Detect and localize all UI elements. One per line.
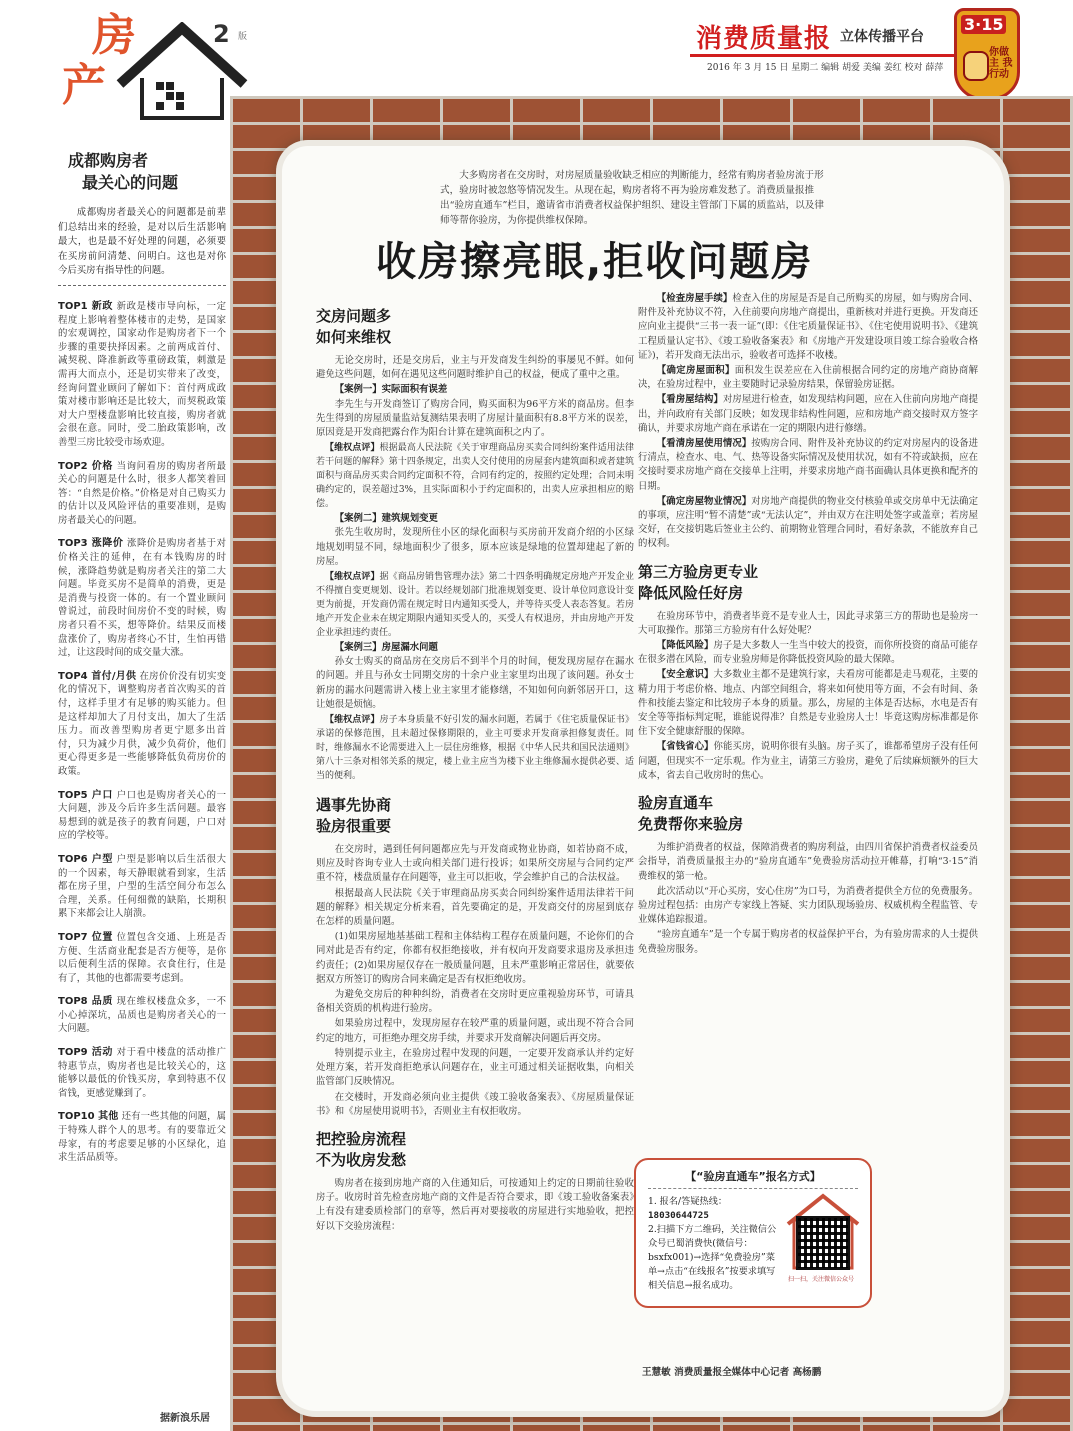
section-4-paragraph: 在验房环节中，消费者毕竟不是专业人士，因此寻求第三方的帮助也是验房一大可取操作。那第三方验房有什么好处呢？ bbox=[638, 610, 978, 636]
case-3-comment-text: 房子本身质量不好引发的漏水问题，若属于《住宅质量保证书》承诺的保修范围，且未超过保修期限的，业主可要求开发商承担修复责任。同时，维修漏水不论需要进入上一层住房维修，根据《中华人民共和国民法通则》第八十三条对相邻关系的规定，楼上业主应当为楼下业主维修漏水提供必要、适当的便利。 bbox=[316, 715, 634, 782]
benefit-point-label: 【省钱省心】 bbox=[656, 741, 714, 753]
case-3-text: 孙女士购买的商品房在交房后不到半个月的时间，便发现房屋存在漏水的问题。并且与孙女士同期交房的十余户业主家里均出现了该问题。孙女士新房的漏水问题需讲入楼上业主家里才能修缮，不知如何向新邻居开口，这让她很是烦恼。 bbox=[316, 656, 634, 710]
sidebar-intro: 成都购房者最关心的问题都是前辈们总结出来的经验，是对以后生活影响最大，也是最不好处理的问题，必须要在买房前问清楚、问明白。这也是对你今后买房有指导性的问题。 bbox=[58, 206, 226, 286]
section-5-heading-line-1: 验房直通车 bbox=[638, 794, 714, 813]
benefit-point-text: 房子是大多数人一生当中较大的投资，而你所投资的商品可能存在很多潜在风险，而专业验房师是你降低投资风险的最大保障。 bbox=[638, 640, 978, 666]
top-list-tag: TOP7 位置 bbox=[58, 931, 113, 943]
inspection-steps bbox=[638, 292, 978, 552]
section-2-heading bbox=[316, 795, 634, 837]
article-byline: 王慧敏 消费质量报全媒体中心记者 高杨鹏 bbox=[642, 1367, 822, 1378]
top-list-text: 在房价价没有切实变化的情况下，调整购房者首次购买的首付，这样手里才有足够的购买能力。但是这样却加大了月付支出，加大了生活压力。而改善型购房者更宁愿多出首付，只为减少月供，减少负荷价，他们更心得更多是一些能够降低负荷房价的政策。 bbox=[58, 670, 226, 777]
inspection-step-label: 【检查房屋手续】 bbox=[656, 293, 733, 304]
case-2-text: 张先生收房时，发现所住小区的绿化面积与买房前开发商介绍的小区绿地规划明显不同，绿地面积少了很多，原本应该是绿地的位置却建起了新的房屋。 bbox=[316, 527, 634, 567]
inspection-step bbox=[638, 437, 978, 494]
section-title-char-1: 房 bbox=[92, 10, 136, 61]
section-1-heading bbox=[316, 306, 634, 348]
header-rule bbox=[690, 54, 955, 57]
inspection-step-text: 按购房合同、附件及补充协议的约定对房屋内的设备进行清点，检查水、电、气、热等设备实际情况及使用状况，如有不符或缺损，应在交接时要求房地产商在交接单上注明，并要求房地产商书面确认具体更换和配齐的日期。 bbox=[638, 438, 978, 492]
sidebar-title bbox=[58, 150, 226, 194]
case-1-title: 【案例一】实际面积有误差 bbox=[334, 384, 448, 396]
section-1-paragraph: 无论交房时，还是交房后，业主与开发商发生纠纷的事屡见不鲜。如何避免这些问题，如何在遇见这些问题时维护自己的权益，便成了重中之重。 bbox=[316, 355, 634, 381]
badge-number: 3·15 bbox=[961, 15, 1006, 34]
benefit-point bbox=[638, 668, 978, 739]
section-3-paragraph: 购房者在接到房地产商的入住通知后，可按通知上约定的日期前往验收房子。收房时首先检查房地产商的文件是否符合要求，即《竣工验收备案表》上有没有建委质检部门的章等，然后再对要接收的房屋进行实地验收，把控好以下交验房流程： bbox=[316, 1177, 634, 1232]
section-1-heading-line-2: 如何来维权 bbox=[316, 328, 392, 346]
section-2-paragraph: 根据最高人民法院《关于审理商品房买卖合同纠纷案件适用法律若干问题的解释》相关规定分析来看，首先要确定的是，开发商交付的房屋到底存在怎样的质量问题。 bbox=[316, 887, 634, 928]
case-2-comment-text: 据《商品房销售管理办法》第二十四条明确规定房地产开发企业不得擅自变更规划、设计。若以经规划部门批准规划变更、设计单位同意设计变更为前提，开发商仍需在规定时日内通知买受人，并等待买受人表态答复。若房地产开发企业未在规定期限内通知买受人的，买受人有权退房，并由房地产开发企业承担违约责任。 bbox=[316, 572, 634, 639]
benefit-point bbox=[638, 639, 978, 667]
inspection-step bbox=[638, 393, 978, 436]
section-5-heading-line-2: 免费帮你来验房 bbox=[638, 815, 744, 834]
top-list-tag: TOP2 价格 bbox=[58, 460, 113, 472]
benefit-point-text: 大多数业主都不是建筑行家，夫看房可能都是走马观花，主要的精力用于考虑价格、地点、内部空间组合，将来如何使用等方面，不会有时间、条件和技能去鉴定和比较房子本身的质量。那么，房屋的主体是否达标，水电是否有安全等等指标判定呢，谁能说得准？自然是专业验房人士！毕竟这购房标准都是你住下安全健康舒服的保障。 bbox=[638, 669, 978, 738]
section-4-heading-line-1: 第三方验房更专业 bbox=[638, 562, 759, 581]
top-list-item bbox=[58, 670, 226, 779]
top-list-tag: TOP3 涨降价 bbox=[58, 538, 124, 550]
case-1-text: 李先生与开发商签订了购房合同，购买面积为96平方米的商品房。但李先生得到的房屋质量监站复测结果表明了房屋计量面积有8.8平方米的误差，原因竟是开发商把露台作为阳台计算在建筑面积之内了。 bbox=[316, 398, 634, 439]
left-sidebar-article bbox=[58, 150, 226, 1175]
benefit-point-label: 【降低风险】 bbox=[656, 640, 714, 652]
badge-slogan: 你做主 我行动 bbox=[989, 47, 1013, 80]
top-list-item bbox=[58, 1046, 226, 1100]
top-list-text: 新政是楼市导向标，一定程度上影响着整体楼市的走势，是国家的宏观调控，国家动作是购房者下一个步骤的重要抉择因素。之前两成首付、减契税、降准新政等重磅政策，刺激是需再大而点小，还是切实带来了改变，经询问置业顾问了解如下：首付两成政策对楼市影响还是比较大，而契税政策对大户型楼盘影响比较直接，购房者就会很在意。同时，受二胎政策影响，改善型三房比较受市场欢迎。 bbox=[58, 300, 226, 448]
section-5-body bbox=[638, 841, 978, 957]
inspection-step bbox=[638, 364, 978, 392]
inspection-step bbox=[638, 292, 978, 363]
top-list-tag: TOP4 首付/月供 bbox=[58, 670, 137, 682]
inspection-step-text: 面积发生误差应在入住前根据合同约定的房地产商协商解决，在验房过程中，业主要随时记录验房结果，保留验房证据。 bbox=[638, 365, 978, 391]
wechat-qr-code[interactable] bbox=[796, 1216, 850, 1270]
benefit-point-label: 【安全意识】 bbox=[656, 669, 714, 681]
signup-phone[interactable]: 18030644725 bbox=[648, 1210, 709, 1221]
fist-icon bbox=[963, 51, 989, 81]
article-intro: 大多购房者在交房时，对房屋质量验收缺乏相应的判断能力，经常有购房者验房流于形式，验房时被忽悠等情况发生。从现在起，购房者将不再为验房难发愁了。消费质量报推出“验房直通车”栏目，邀请省市消费者权益保护组织、建设主管部门下属的质监站，以及律师等帮你验房，为你提供维权保障。 bbox=[440, 170, 824, 226]
section-2-heading-line-1: 遇事先协商 bbox=[316, 796, 392, 815]
signup-wechat-steps: 2.扫描下方二维码，关注微信公众号已蜀消费快(微信号：bsxfx001)→选择“免费验房”菜单→点击“在线报名”按要求填写相关信息→报名成功。 bbox=[648, 1224, 777, 1291]
page-number: 2 bbox=[213, 20, 230, 48]
section-1-heading-line-1: 交房问题多 bbox=[316, 307, 392, 325]
signup-hotline-label: 1. 报名/答疑热线： bbox=[648, 1196, 728, 1207]
inspection-step-label: 【看房屋结构】 bbox=[656, 394, 723, 406]
inspection-step-text: 对房屋进行检查，如发现结构问题，应在入住前向房地产商提出，并向政府有关部门反映；如发现非结构性问题，应和房地产商交接时双方签字确认，并要求房地产商在承诺在一定的期限内进行修缮。 bbox=[638, 394, 978, 434]
top-list-text: 涨降价是购房者基于对价格关注的延伸，在有本钱购房的时候，涨降趋势就是购房者关注的第二大问题。毕竟买房不是简单的消费，更是是消费与投资一体的。有一个置业顾问曾说过，前段时间房价不变的时候，购房者只看不买，想等降价。结果反而楼盘涨价了，购房者终心不甘，生怕再错过，让这段时间的成交量大涨。 bbox=[58, 538, 226, 659]
section-4-heading-line-2: 降低风险任好房 bbox=[638, 583, 744, 602]
top-list-text: 还有一些其他的问题，属于特殊人群个人的思考。有的要靠近父母家，有的考虑要足够的小区绿化，追求生活品质等。 bbox=[58, 1111, 226, 1164]
article-column-2 bbox=[638, 292, 978, 958]
top-list-tag: TOP1 新政 bbox=[58, 300, 113, 312]
section-3-heading-line-2: 不为收房发愁 bbox=[316, 1150, 407, 1169]
section-2-paragraph: 在交房时，遇到任何问题都应先与开发商或物业协商，如若协商不成，则应及时咨询专业人士或向相关部门进行投诉；如果所交房屋与合同约定严重不符，楼盘质量存在问题等，业主可以拒收，学会维护自己的合法权益。 bbox=[316, 844, 634, 884]
inspection-step bbox=[638, 495, 978, 552]
top-list-text: 户型是影响以后生活很大的一个因素，每天静眼就看到家，生活都在房子里，户型的生活空间分布怎么合理，关系。任何细微的缺陷，长期积累下来都会让人崩溃。 bbox=[58, 853, 226, 920]
section-title-char-2: 产 bbox=[62, 60, 106, 111]
315-badge-icon bbox=[954, 8, 1020, 100]
top-list-item bbox=[58, 853, 226, 921]
section-3-heading bbox=[316, 1129, 634, 1171]
inspection-step-label: 【确定房屋面积】 bbox=[656, 365, 735, 377]
top-list-tag: TOP6 户型 bbox=[58, 853, 113, 865]
case-3-title: 【案例三】房屋漏水问题 bbox=[334, 642, 438, 654]
case-1-comment-label: 【维权点评】 bbox=[325, 443, 380, 454]
top-list-item bbox=[58, 1110, 226, 1164]
inspection-step-label: 【看清房屋使用情况】 bbox=[656, 438, 752, 450]
section-2-paragraph: 在交楼时，开发商必须向业主提供《竣工验收备案表》、《房屋质量保证书》和《房屋使用说明书》，否则业主有权拒收房。 bbox=[316, 1091, 634, 1117]
article-column-1 bbox=[316, 300, 634, 1235]
inspection-step-text: 对房地产商提供的物业交付核验单或交房单中无法确定的事项，应注明“暂不清楚”或“无法认定”，并由双方在注明处签字或盖章；若房屋交好，在交接钥匙后签业主公约、前期物业管理合同时，看好条款，不能放弃自己的权利。 bbox=[638, 495, 978, 550]
qr-caption: 扫一扫，关注微信公众号 bbox=[788, 1276, 855, 1283]
signup-box bbox=[634, 1158, 872, 1308]
benefit-point bbox=[638, 740, 978, 783]
top-list bbox=[58, 300, 226, 1165]
top-list-tag: TOP8 品质 bbox=[58, 996, 113, 1008]
top-list-item bbox=[58, 789, 226, 843]
page-suffix: 版 bbox=[238, 32, 248, 42]
top-list-item bbox=[58, 931, 226, 985]
case-3-comment-label: 【维权点评】 bbox=[325, 715, 380, 726]
case-1-comment bbox=[316, 441, 634, 511]
case-2-comment-label: 【维权点评】 bbox=[325, 572, 380, 583]
newspaper-brand: 消费质量报 bbox=[696, 24, 832, 54]
section-5-paragraph: “验房直通车”是一个专属于购房者的权益保护平台，为有验房需求的人士提供免费验房服务。 bbox=[638, 929, 978, 955]
top-list-tag: TOP5 户口 bbox=[58, 789, 113, 801]
signup-instructions bbox=[648, 1195, 780, 1293]
top-list-item bbox=[58, 995, 226, 1036]
case-3-comment bbox=[316, 713, 634, 783]
section-4-points bbox=[638, 639, 978, 783]
sidebar-title-line-1: 成都购房者 bbox=[68, 151, 149, 170]
sidebar-title-line-2: 最关心的问题 bbox=[82, 173, 179, 192]
top-list-tag: TOP9 活动 bbox=[58, 1047, 113, 1059]
brand-subtitle: 立体传播平台 bbox=[840, 29, 924, 45]
top-list-text: 位置包含交通、上班是否方便、生活商业配套是否方便等，是你以后便利生活的保障。衣食住行，住是有了，其他的也都需要考虑到。 bbox=[58, 931, 226, 984]
section-2-heading-line-2: 验房很重要 bbox=[316, 817, 392, 836]
top-list-text: 户口也是购房者关心的一大问题，涉及今后许多生活问题。最容易想到的就是孩子的教育问题，户口对应的学校等。 bbox=[58, 789, 226, 842]
section-5-heading bbox=[638, 793, 978, 835]
section-2-paragraph: 如果验房过程中，发现房屋存在较严重的质量问题，或出现不符合合同约定的地方，可拒绝办理交房手续，并要求开发商解决问题后再交房。 bbox=[316, 1018, 634, 1044]
top-list-item bbox=[58, 537, 226, 659]
signup-title: 【“验房直通车”报名方式】 bbox=[648, 1168, 858, 1189]
section-4-heading bbox=[638, 562, 978, 604]
section-5-paragraph: 此次活动以“开心买房，安心住房”为口号，为消费者提供全方位的免费服务。验房过程包括：由房产专家线上答疑、实力团队现场验房、权威机构全程监管、专业媒体追踪报道。 bbox=[638, 885, 978, 926]
case-2-title: 【案例二】建筑规划变更 bbox=[334, 513, 438, 525]
article-headline: 收房擦亮眼,拒收问题房 bbox=[376, 239, 814, 285]
top-list-tag: TOP10 其他 bbox=[58, 1111, 119, 1123]
section-2-paragraph: (1)如果房屋地基基础工程和主体结构工程存在质量问题，不论你们的合同对此是否有约定，你都有权拒绝接收，并有权向开发商要求退房及承担违约责任；(2)如果房屋仅存在一般质量问题，且未严重影响正常居住，就要依据双方所签订的购房合同来确定是否有权拒绝收房。 bbox=[316, 931, 634, 985]
case-1-comment-text: 根据最高人民法院《关于审理商品房买卖合同纠纷案件适用法律若干问题的解释》第十四条规定，出卖人交付使用的房屋套内建筑面积或者建筑面积与商品房买卖合同约定面积不符，合同有约定的，按照约定处理；合同未明确约定的，误差超过3%，且实际面积小于约定面积的，出卖人应承担相应的赔偿。 bbox=[316, 443, 634, 510]
top-list-text: 现在维权楼盘众多，一不小心掉深坑，品质也是购房者关心的一大问题。 bbox=[58, 996, 226, 1035]
top-list-text: 当询问看房的购房者所最关心的问题是什么时，很多人都笑着回答：“自然是价格。”价格是对自己购买力的估计以及风险评估的重要准则，是购房者最关心的问题。 bbox=[58, 460, 226, 526]
top-list-text: 对于看中楼盘的活动推广特惠节点，购房者也是比较关心的，这能够以最低的价钱买房，拿到特惠不仅省钱，更感觉赚到了。 bbox=[58, 1047, 226, 1099]
sidebar-source: 据新浪乐居 bbox=[160, 1413, 210, 1424]
section-2-paragraph: 特别提示业主，在验房过程中发现的问题，一定要开发商承认并约定好处理方案，若开发商拒绝承认问题存在，业主可通过相关证据收集，向相关监管部门反映情况。 bbox=[316, 1047, 634, 1088]
inspection-step-text: 检查入住的房屋是否是自己所购买的房屋，如与购房合同、附件及补充协议不符，入住前要向房地产商提出，重新核对并进行更换。开发商还应向业主提供“三书一表一证”(即：《住宅质量保证书》、《住宅使用说明书》、《建筑工程质量认定书》、《竣工验收备案表》和《房地产开发建设项目竣工综合验收合格证》)，若开发商无法出示，验收者可选择不收楼。 bbox=[638, 293, 978, 361]
section-5-paragraph: 为维护消费者的权益，保障消费者的购房利益，由四川省保护消费者权益委员会指导，消费质量报主办的“验房直通车”免费验房活动拉开帷幕，打响“3·15”消费维权的第一枪。 bbox=[638, 842, 978, 882]
case-2-comment bbox=[316, 570, 634, 640]
section-2-body bbox=[316, 843, 634, 1119]
inspection-step-label: 【确定房屋物业情况】 bbox=[656, 495, 752, 507]
top-list-item bbox=[58, 300, 226, 450]
section-3-heading-line-1: 把控验房流程 bbox=[316, 1129, 407, 1148]
top-list-item bbox=[58, 460, 226, 528]
section-2-paragraph: 为避免交房后的种种纠纷，消费者在交房时更应重视验房环节，可请具备相关资质的机构进行验房。 bbox=[316, 989, 634, 1015]
dateline: 2016 年 3 月 15 日 星期二 编辑 胡爱 美编 姜红 校对 薛萍 bbox=[707, 63, 944, 73]
benefit-point-text: 你能买房，说明你很有头脑。房子买了，谁都希望房子没有任何问题，但现实不一定乐观。作为业主，请第三方验房，避免了后续麻烦额外的巨大成本，省去自己收房时的焦心。 bbox=[638, 741, 978, 781]
